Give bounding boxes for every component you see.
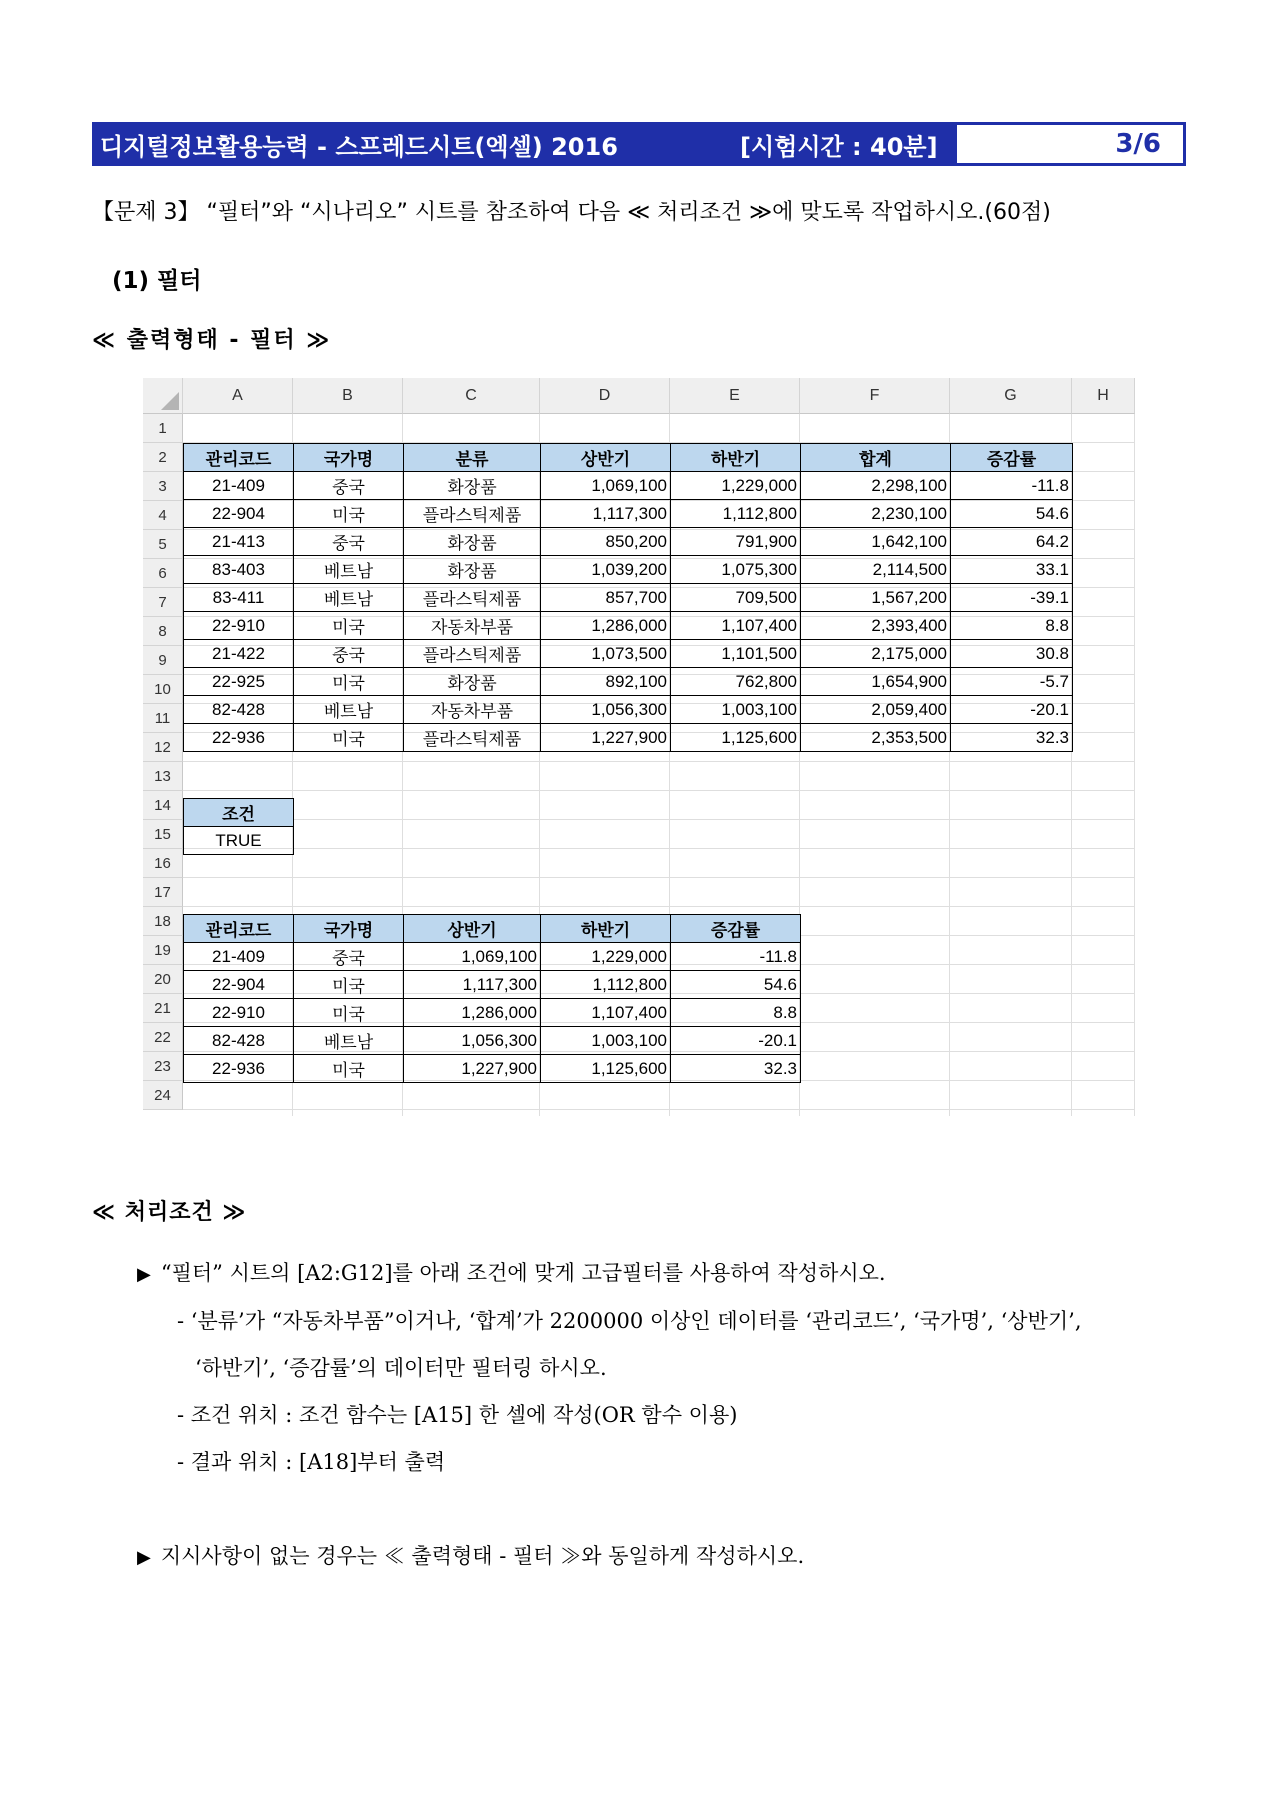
row-header[interactable]: 20 (143, 965, 183, 994)
row-header[interactable]: 3 (143, 472, 183, 501)
row-header[interactable]: 17 (143, 878, 183, 907)
table-cell[interactable]: 1,003,100 (541, 1027, 671, 1055)
table-cell[interactable]: 709,500 (671, 584, 801, 612)
table-cell[interactable]: 1,567,200 (801, 584, 951, 612)
condition-table (183, 798, 294, 855)
instruction-2: - ‘분류’가 “자동차부품”이거나, ‘합계’가 2200000 이상인 데이터를 ‘관리코드’, ‘국가명’, ‘상반기’, (177, 1309, 1082, 1333)
header-cell[interactable]: 증감률 (951, 444, 1073, 472)
row-header[interactable]: 24 (143, 1081, 183, 1110)
gridline (1134, 414, 1135, 1116)
table-cell[interactable]: 1,117,300 (541, 500, 671, 528)
row-header[interactable]: 19 (143, 936, 183, 965)
row-header[interactable]: 7 (143, 588, 183, 617)
instruction-text: 지시사항이 없는 경우는 ≪ 출력형태 - 필터 ≫와 동일하게 작성하시오. (160, 1544, 805, 1568)
table-cell[interactable]: 1,125,600 (541, 1055, 671, 1083)
exam-time: [시험시간 : 40분] (740, 132, 938, 161)
question-title: 【문제 3】 “필터”와 “시나리오” 시트를 참조하여 다음 ≪ 처리조건 ≫에 맞도록 작업하시오.(60점) (92, 200, 1051, 225)
table-cell[interactable]: 1,107,400 (671, 612, 801, 640)
instruction-5: - 결과 위치 : [A18]부터 출력 (177, 1450, 446, 1474)
table-cell[interactable]: 21-409 (184, 472, 294, 500)
table-cell[interactable]: 베트남 (294, 556, 404, 584)
gridline (183, 790, 1135, 791)
table-cell[interactable]: 22-910 (184, 612, 294, 640)
table-cell[interactable]: 플라스틱제품 (404, 640, 541, 668)
header-cell[interactable]: 합계 (801, 444, 951, 472)
table-cell[interactable]: 83-411 (184, 584, 294, 612)
table-cell[interactable]: 미국 (294, 971, 404, 999)
table-cell[interactable]: 2,114,500 (801, 556, 951, 584)
table-cell[interactable]: 22-936 (184, 1055, 294, 1083)
table-cell[interactable]: -5.7 (951, 668, 1073, 696)
row-header[interactable]: 21 (143, 994, 183, 1023)
table-cell[interactable]: 1,227,900 (404, 1055, 541, 1083)
output-title: ≪ 출력형태 - 필터 ≫ (92, 328, 332, 353)
table-cell[interactable]: 1,112,800 (671, 500, 801, 528)
column-header[interactable]: D (540, 378, 670, 414)
instruction-6 (137, 1540, 804, 1570)
table-row (184, 1027, 801, 1055)
table-cell[interactable]: -20.1 (951, 696, 1073, 724)
header-cell[interactable]: 하반기 (541, 915, 671, 943)
table-cell[interactable]: 64.2 (951, 528, 1073, 556)
header-cell[interactable]: 분류 (404, 444, 541, 472)
table-cell[interactable]: 54.6 (671, 971, 801, 999)
table-cell[interactable]: 1,056,300 (404, 1027, 541, 1055)
instruction-1 (137, 1257, 886, 1287)
table-cell[interactable]: 22-936 (184, 724, 294, 752)
table-cell[interactable]: 1,073,500 (541, 640, 671, 668)
column-header[interactable]: B (293, 378, 403, 414)
select-all-corner (143, 378, 183, 414)
row-header[interactable]: 16 (143, 849, 183, 878)
table-cell[interactable]: 1,654,900 (801, 668, 951, 696)
table-cell[interactable]: 762,800 (671, 668, 801, 696)
row-header[interactable]: 22 (143, 1023, 183, 1052)
table-cell[interactable]: 미국 (294, 999, 404, 1027)
table-cell[interactable]: 미국 (294, 724, 404, 752)
table-cell[interactable]: 2,230,100 (801, 500, 951, 528)
row-header[interactable]: 11 (143, 704, 183, 733)
table-cell[interactable]: 1,227,900 (541, 724, 671, 752)
table-cell[interactable]: 1,286,000 (541, 612, 671, 640)
row-header[interactable]: 13 (143, 762, 183, 791)
table-cell[interactable]: 32.3 (671, 1055, 801, 1083)
table-cell[interactable]: 1,117,300 (404, 971, 541, 999)
table-row (184, 696, 1073, 724)
table-row (184, 584, 1073, 612)
row-header[interactable]: 15 (143, 820, 183, 849)
table-cell[interactable]: 베트남 (294, 1027, 404, 1055)
table-cell[interactable]: 자동차부품 (404, 612, 541, 640)
table-row (184, 943, 801, 971)
table-cell[interactable]: -20.1 (671, 1027, 801, 1055)
table-row (184, 971, 801, 999)
header-cell[interactable]: 하반기 (671, 444, 801, 472)
table-row (184, 472, 1073, 500)
header-cell[interactable]: 관리코드 (184, 444, 294, 472)
table-cell[interactable]: 1,039,200 (541, 556, 671, 584)
table-row (184, 724, 1073, 752)
page-number: 3/6 (954, 122, 1186, 166)
conditions-title: ≪ 처리조건 ≫ (92, 1200, 247, 1225)
column-header[interactable]: F (800, 378, 950, 414)
row-header[interactable]: 14 (143, 791, 183, 820)
gridline (183, 819, 1135, 820)
header-cell[interactable]: 상반기 (404, 915, 541, 943)
table-cell[interactable]: 중국 (294, 528, 404, 556)
table-cell[interactable]: 82-428 (184, 1027, 294, 1055)
row-header[interactable]: 2 (143, 443, 183, 472)
table-cell[interactable]: 1,101,500 (671, 640, 801, 668)
table-cell[interactable]: 32.3 (951, 724, 1073, 752)
table-cell[interactable]: -11.8 (951, 472, 1073, 500)
table-cell[interactable]: 중국 (294, 943, 404, 971)
table-cell[interactable]: 54.6 (951, 500, 1073, 528)
table-row (184, 528, 1073, 556)
row-header[interactable]: 9 (143, 646, 183, 675)
table-cell[interactable]: 1,125,600 (671, 724, 801, 752)
table-cell[interactable]: 미국 (294, 1055, 404, 1083)
table-cell[interactable]: 22-904 (184, 971, 294, 999)
table-cell[interactable]: 화장품 (404, 528, 541, 556)
main-data-table (183, 443, 1073, 752)
header-cell[interactable]: 국가명 (294, 915, 404, 943)
condition-value: TRUE (184, 827, 294, 855)
column-header[interactable]: A (183, 378, 293, 414)
table-cell[interactable]: 21-422 (184, 640, 294, 668)
table-cell[interactable]: 2,175,000 (801, 640, 951, 668)
table-cell[interactable]: 플라스틱제품 (404, 500, 541, 528)
table-header-row (184, 444, 1073, 472)
column-header[interactable]: C (403, 378, 540, 414)
table-row (184, 500, 1073, 528)
section-title: (1) 필터 (112, 268, 202, 294)
row-header[interactable]: 12 (143, 733, 183, 762)
table-row (184, 668, 1073, 696)
table-row (184, 640, 1073, 668)
table-cell[interactable]: 베트남 (294, 696, 404, 724)
table-cell[interactable]: 30.8 (951, 640, 1073, 668)
table-cell[interactable]: 자동차부품 (404, 696, 541, 724)
table-row (184, 612, 1073, 640)
result-table (183, 914, 801, 1083)
header-cell[interactable]: 국가명 (294, 444, 404, 472)
table-cell[interactable]: 2,298,100 (801, 472, 951, 500)
table-cell[interactable]: 33.1 (951, 556, 1073, 584)
column-header[interactable]: H (1072, 378, 1135, 414)
table-cell[interactable]: 화장품 (404, 472, 541, 500)
table-row (184, 999, 801, 1027)
table-cell[interactable]: 791,900 (671, 528, 801, 556)
table-cell[interactable]: 1,069,100 (404, 943, 541, 971)
header-title-bar (92, 122, 954, 166)
table-cell[interactable]: 22-925 (184, 668, 294, 696)
instruction-4: - 조건 위치 : 조건 함수는 [A15] 한 셀에 작성(OR 함수 이용) (177, 1403, 738, 1427)
table-cell[interactable]: 83-403 (184, 556, 294, 584)
table-cell[interactable]: 1,056,300 (541, 696, 671, 724)
table-cell[interactable]: 미국 (294, 500, 404, 528)
table-cell[interactable]: 21-409 (184, 943, 294, 971)
table-cell[interactable]: 2,353,500 (801, 724, 951, 752)
exam-title: 디지털정보활용능력 - 스프레드시트(엑셀) 2016 (100, 132, 618, 161)
table-cell[interactable]: 8.8 (671, 999, 801, 1027)
table-cell[interactable]: 2,059,400 (801, 696, 951, 724)
gridline (183, 761, 1135, 762)
table-cell[interactable]: 22-904 (184, 500, 294, 528)
table-cell[interactable]: 1,003,100 (671, 696, 801, 724)
header-cell[interactable]: 증감률 (671, 915, 801, 943)
spreadsheet-screenshot (143, 378, 1135, 1116)
row-header[interactable]: 18 (143, 907, 183, 936)
row-header[interactable]: 10 (143, 675, 183, 704)
row-header[interactable]: 6 (143, 559, 183, 588)
table-cell[interactable]: 화장품 (404, 668, 541, 696)
table-cell[interactable]: 1,286,000 (404, 999, 541, 1027)
header-cell[interactable]: 관리코드 (184, 915, 294, 943)
instruction-3: ‘하반기’, ‘증감률’의 데이터만 필터링 하시오. (195, 1356, 607, 1380)
row-header[interactable]: 8 (143, 617, 183, 646)
table-cell[interactable]: 8.8 (951, 612, 1073, 640)
table-cell[interactable]: 850,200 (541, 528, 671, 556)
table-cell[interactable]: 1,112,800 (541, 971, 671, 999)
gridline (183, 906, 1135, 907)
table-row (184, 1055, 801, 1083)
table-cell[interactable]: 82-428 (184, 696, 294, 724)
table-cell[interactable]: 1,642,100 (801, 528, 951, 556)
header-cell[interactable]: 상반기 (541, 444, 671, 472)
table-cell[interactable]: 1,107,400 (541, 999, 671, 1027)
table-cell[interactable]: 857,700 (541, 584, 671, 612)
table-cell[interactable]: 892,100 (541, 668, 671, 696)
table-cell[interactable]: 중국 (294, 640, 404, 668)
column-header[interactable]: G (950, 378, 1072, 414)
table-cell[interactable]: 21-413 (184, 528, 294, 556)
triangle-bullet-icon: ▶ (137, 1264, 151, 1285)
table-cell[interactable]: 1,229,000 (541, 943, 671, 971)
table-row (184, 556, 1073, 584)
column-header[interactable]: E (670, 378, 800, 414)
gridline (183, 1109, 1135, 1110)
table-cell[interactable]: 플라스틱제품 (404, 584, 541, 612)
table-cell[interactable]: -39.1 (951, 584, 1073, 612)
table-cell[interactable]: 플라스틱제품 (404, 724, 541, 752)
table-cell[interactable]: 2,393,400 (801, 612, 951, 640)
table-cell[interactable]: -11.8 (671, 943, 801, 971)
table-cell[interactable]: 미국 (294, 612, 404, 640)
exam-header (92, 122, 1186, 166)
table-cell[interactable]: 화장품 (404, 556, 541, 584)
table-cell[interactable]: 중국 (294, 472, 404, 500)
gridline (183, 877, 1135, 878)
triangle-bullet-icon: ▶ (137, 1547, 151, 1568)
table-cell[interactable]: 1,075,300 (671, 556, 801, 584)
table-header-row (184, 915, 801, 943)
row-header[interactable]: 4 (143, 501, 183, 530)
row-header[interactable]: 23 (143, 1052, 183, 1081)
gridline (183, 848, 1135, 849)
table-cell[interactable]: 22-910 (184, 999, 294, 1027)
table-cell[interactable]: 1,069,100 (541, 472, 671, 500)
instruction-text: “필터” 시트의 [A2:G12]를 아래 조건에 맞게 고급필터를 사용하여 작성하시오. (160, 1261, 886, 1285)
table-cell[interactable]: 1,229,000 (671, 472, 801, 500)
table-cell[interactable]: 미국 (294, 668, 404, 696)
condition-header: 조건 (184, 799, 294, 827)
table-cell[interactable]: 베트남 (294, 584, 404, 612)
row-header[interactable]: 1 (143, 414, 183, 443)
row-header[interactable]: 5 (143, 530, 183, 559)
